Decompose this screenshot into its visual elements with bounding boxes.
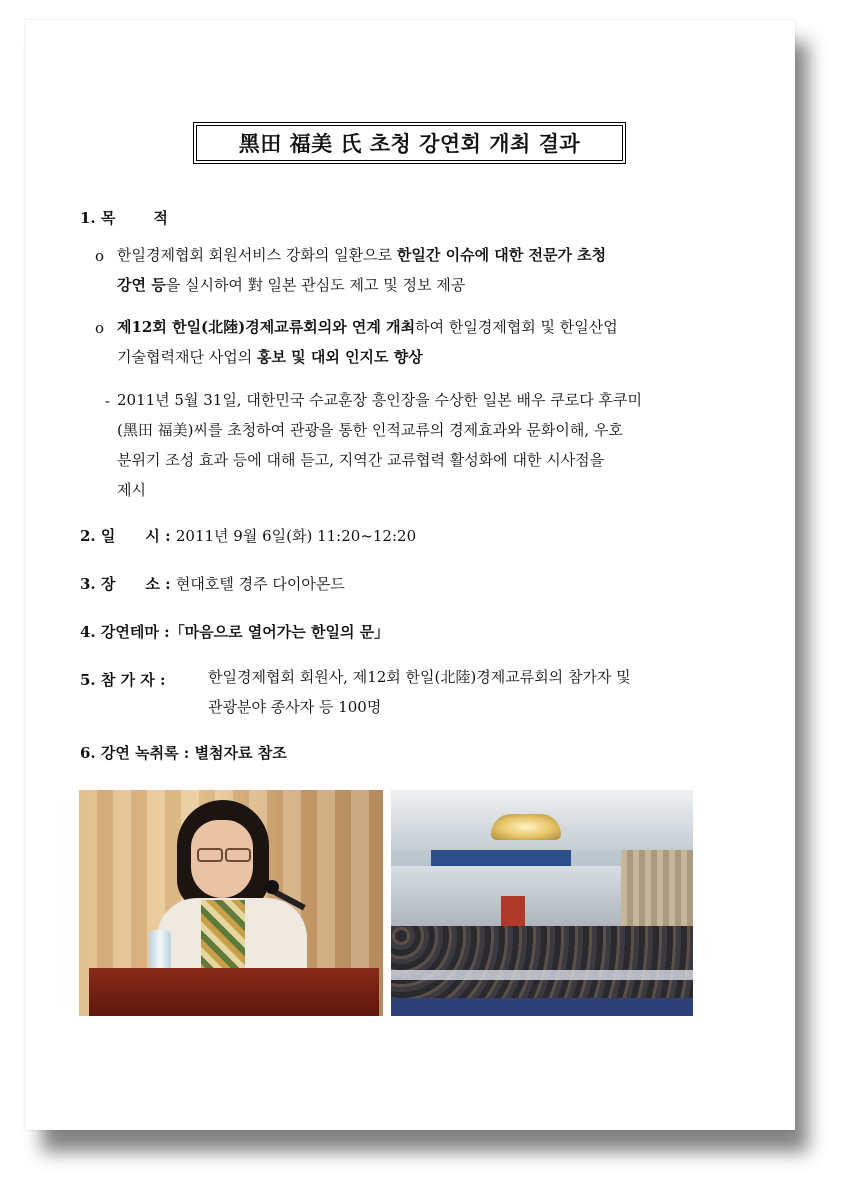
section-2-value: 2011년 9월 6일(화) 11:20~12:20 <box>175 527 417 545</box>
section-4-heading: 4. 강연테마 : <box>80 623 170 641</box>
dash-line-2: (黑田 福美)씨를 초청하여 관광을 통한 인적교류의 경제효과와 문화이해, 우호 <box>117 421 623 439</box>
conference-hall-photo <box>391 790 693 1016</box>
section-5-line-2: 관광분야 종사자 등 100명 <box>208 698 382 716</box>
section-3 <box>80 573 345 594</box>
section-3-word: 소 : <box>145 575 171 593</box>
section-5-heading: 5. 참 가 자 : <box>80 671 166 689</box>
section-2-word: 시 : <box>145 527 171 545</box>
text-span: 한일경제협회 회원서비스 강화의 일환으로 <box>117 246 397 264</box>
dash-line-4: 제시 <box>117 481 146 499</box>
page-title: 黑田 福美 氏 초청 강연회 개최 결과 <box>196 125 623 161</box>
dash-line-3: 분위기 조성 효과 등에 대해 듣고, 지역간 교류협력 활성화에 대한 시사점을 <box>117 451 605 469</box>
bullet-1-line-1 <box>117 240 606 270</box>
text-span: 기술협력재단 사업의 <box>117 348 257 366</box>
bullet-symbol: o <box>95 247 105 265</box>
section-6-value: 별첨자료 참조 <box>194 744 287 762</box>
section-3-number: 3. 장 <box>80 575 116 593</box>
section-2 <box>80 525 416 546</box>
bold-span: 한일간 이슈에 대한 전문가 초청 <box>396 246 607 264</box>
dash-symbol: - <box>105 392 111 410</box>
section-3-value: 현대호텔 경주 다이아몬드 <box>175 575 345 593</box>
section-1-number: 1. 목 <box>80 209 116 227</box>
dash-line-1: 2011년 5월 31일, 대한민국 수교훈장 흥인장을 수상한 일본 배우 쿠로다 후쿠미 <box>117 391 642 409</box>
speaker-photo <box>79 790 383 1016</box>
bullet-2-line-2 <box>117 342 423 372</box>
bullet-1-line-2 <box>117 270 465 300</box>
text-span: 을 실시하여 對 일본 관심도 제고 및 정보 제공 <box>165 276 466 294</box>
section-1-heading <box>80 207 168 228</box>
text-span: 하여 한일경제협회 및 한일산업 <box>415 318 618 336</box>
section-2-number: 2. 일 <box>80 527 116 545</box>
bold-span: 홍보 및 대외 인지도 향상 <box>256 348 423 366</box>
section-6-heading: 6. 강연 녹취록 : <box>80 744 190 762</box>
section-6 <box>80 742 287 763</box>
section-1-word: 적 <box>153 209 168 227</box>
document-page <box>25 20 795 1130</box>
section-5-line-1: 한일경제협회 회원사, 제12회 한일(北陸)경제교류회의 참가자 및 <box>208 668 631 686</box>
bold-span: 강연 등 <box>117 276 166 294</box>
title-frame <box>193 122 626 164</box>
bold-span: 제12회 한일(北陸)경제교류회의와 연계 개최 <box>117 318 416 336</box>
section-4 <box>80 621 389 642</box>
section-4-value: 「마음으로 열어가는 한일의 문」 <box>169 623 390 641</box>
bullet-2-line-1 <box>117 312 618 342</box>
bullet-symbol: o <box>95 319 105 337</box>
